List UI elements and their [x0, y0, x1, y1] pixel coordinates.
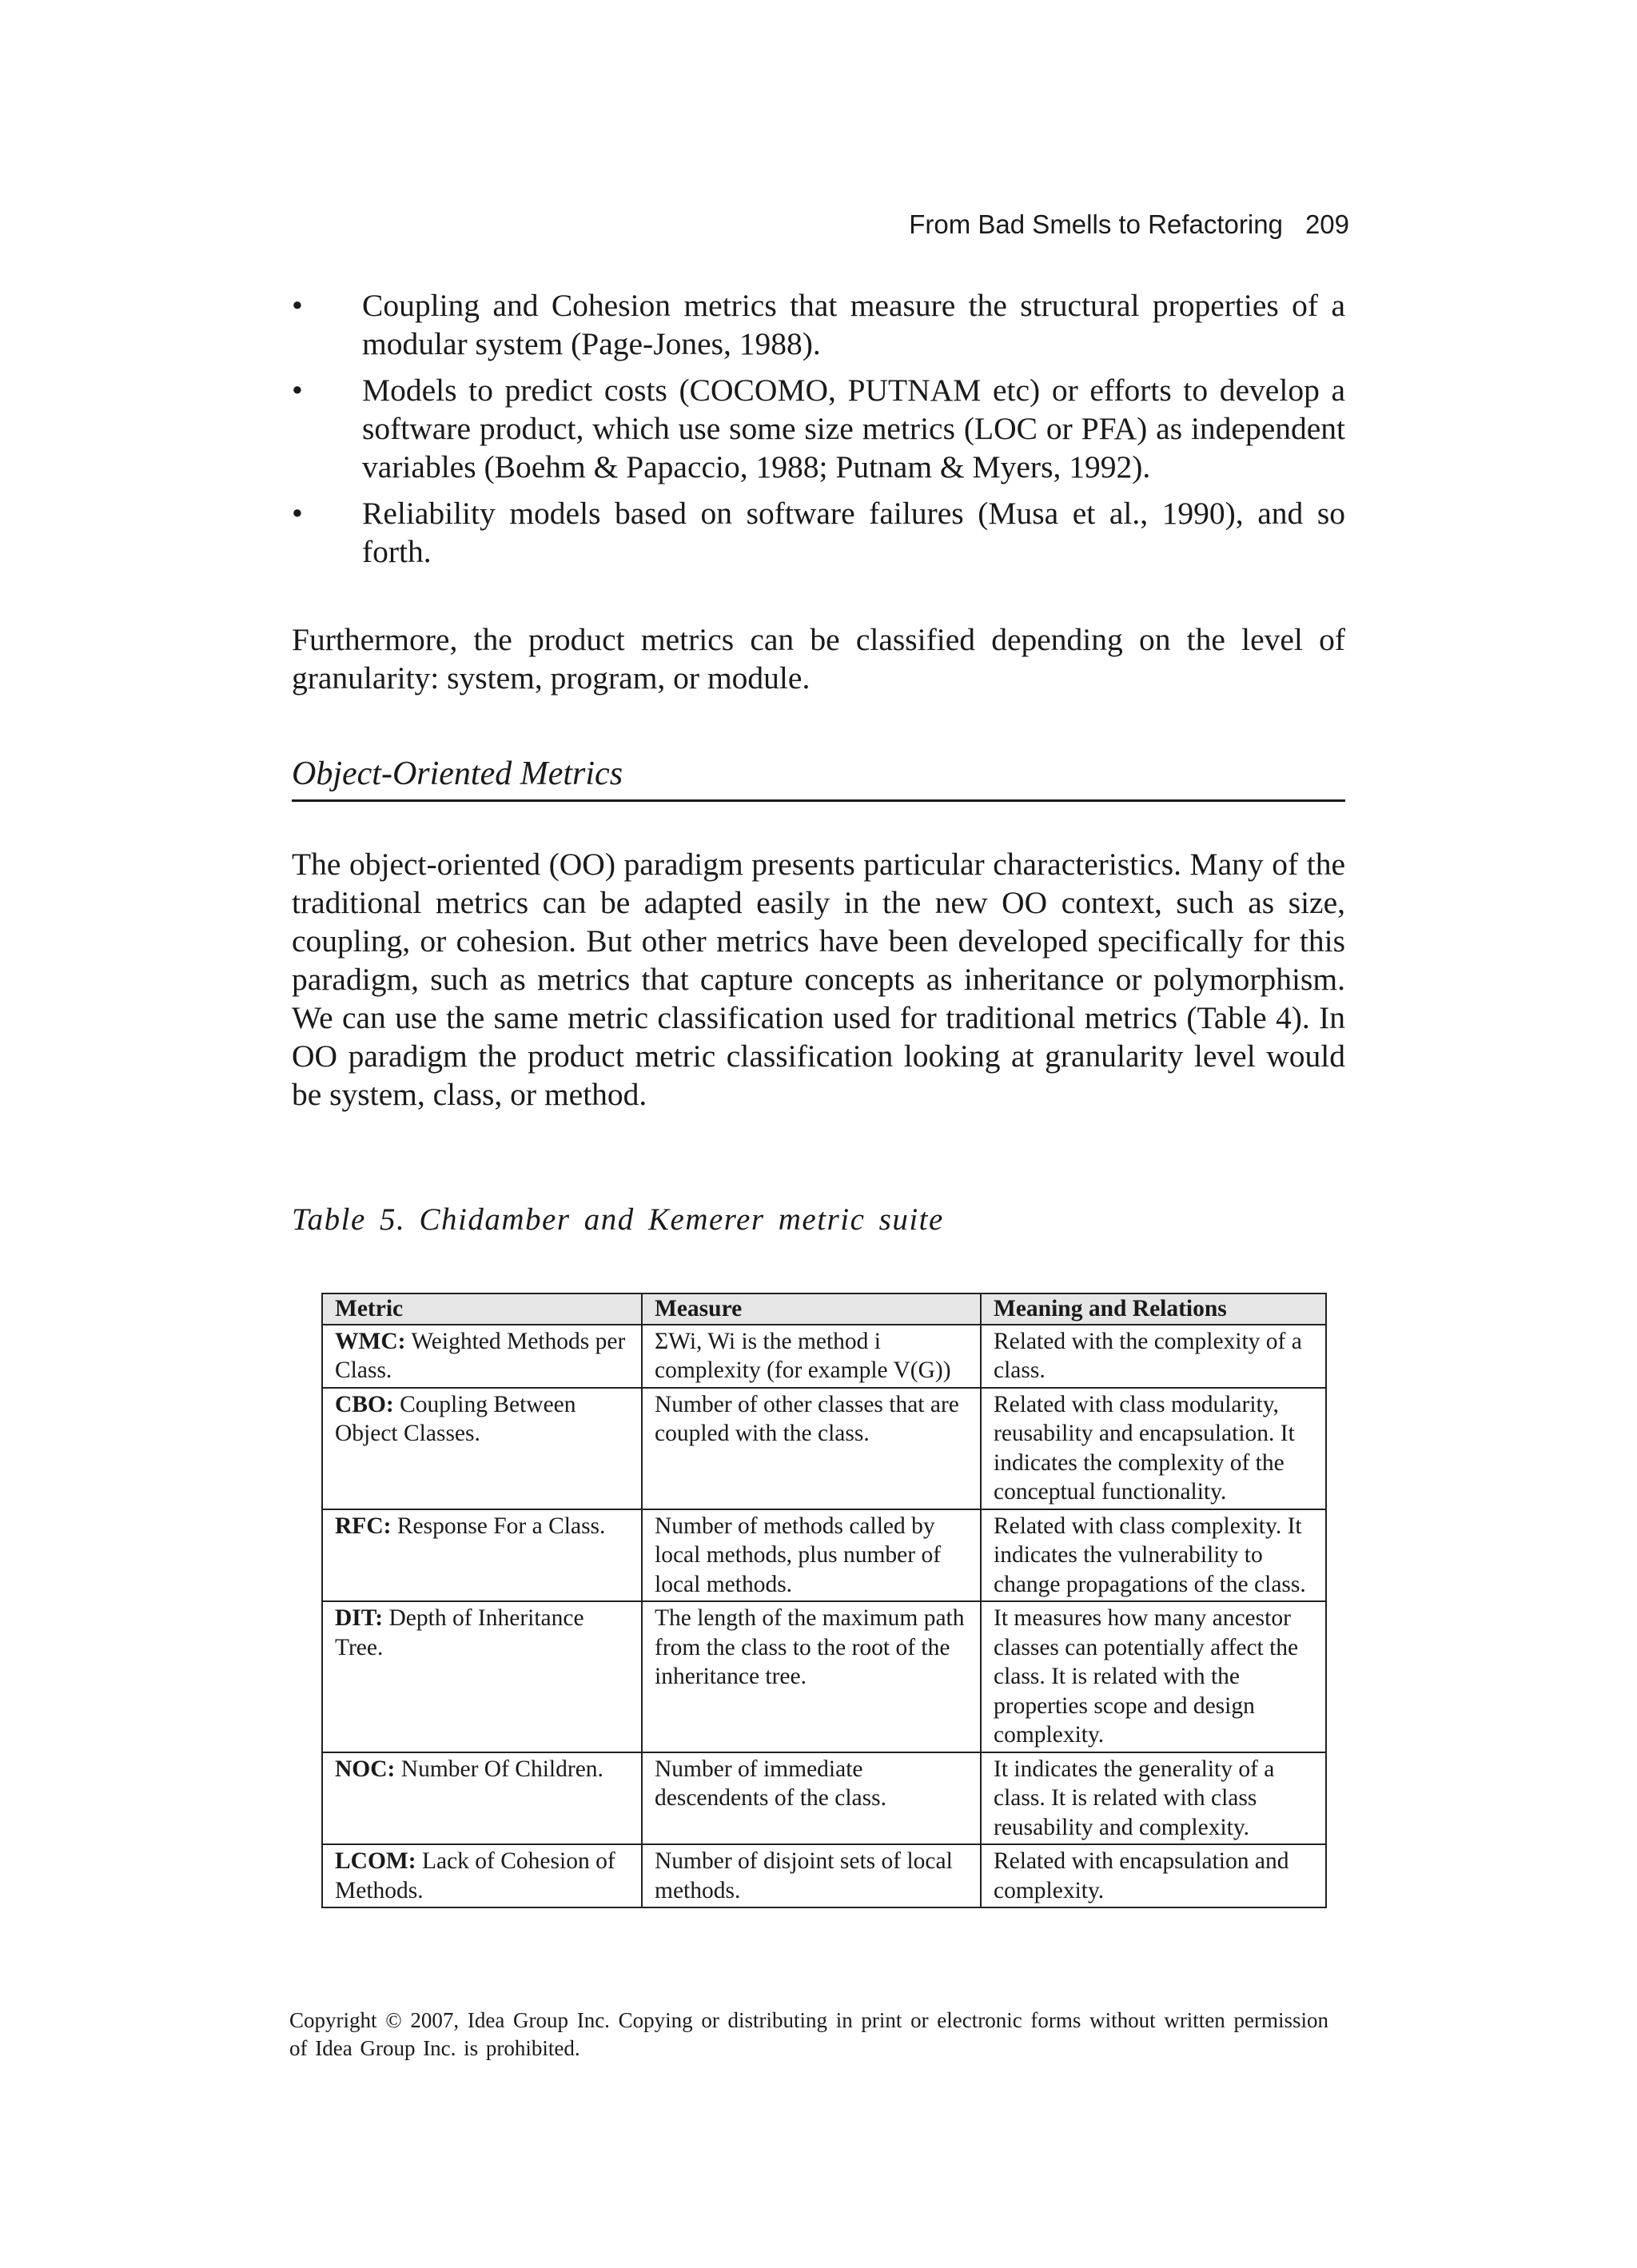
metric-cell: [322, 1325, 642, 1388]
metric-abbr: WMC:: [335, 1328, 406, 1354]
metric-cell: [322, 1752, 642, 1845]
header-metric: Metric: [322, 1293, 642, 1325]
metric-cell: [322, 1844, 642, 1907]
meaning-cell: Related with class modularity, reusability and encapsulation. It indicates the complexity of the conceptual functionality.: [981, 1388, 1326, 1509]
header-measure: Measure: [642, 1293, 981, 1325]
metric-cell: [322, 1509, 642, 1602]
measure-cell: Number of methods called by local methods, plus number of local methods.: [642, 1509, 981, 1602]
table-row: [322, 1509, 1326, 1602]
table-caption: Table 5. Chidamber and Kemerer metric suite: [292, 1202, 944, 1237]
metric-name: Lack of Cohesion of Methods.: [335, 1848, 615, 1903]
page-body: [292, 286, 1345, 1238]
running-head-title: From Bad Smells to Refactoring: [909, 209, 1283, 239]
metric-table: [321, 1293, 1327, 1908]
metric-name: Number Of Children.: [395, 1756, 603, 1782]
meaning-cell: Related with encapsulation and complexity.: [981, 1844, 1326, 1907]
bullet-text: Reliability models based on software failures (Musa et al., 1990), and so forth.: [362, 496, 1345, 569]
measure-cell: The length of the maximum path from the class to the root of the inheritance tree.: [642, 1601, 981, 1752]
metric-abbr: LCOM:: [335, 1848, 416, 1874]
bullet-marker: •: [292, 373, 303, 408]
metric-abbr: DIT:: [335, 1605, 384, 1631]
measure-cell: Number of disjoint sets of local methods.: [642, 1844, 981, 1907]
page-number: 209: [1304, 209, 1349, 239]
metric-cell: [322, 1601, 642, 1752]
metric-cell: [322, 1388, 642, 1509]
running-head: [909, 209, 1349, 240]
header-meaning: Meaning and Relations: [981, 1293, 1326, 1325]
measure-cell: Number of immediate descendents of the class.: [642, 1752, 981, 1845]
copyright-notice: Copyright © 2007, Idea Group Inc. Copying or distributing in print or electronic forms without written permission of Idea Group Inc. is prohibited.: [289, 2008, 1328, 2060]
meaning-cell: It measures how many ancestor classes can potentially affect the class. It is related with the properties scope and design complexity.: [981, 1601, 1326, 1752]
table-row: [322, 1601, 1326, 1752]
metric-name: Response For a Class.: [391, 1513, 606, 1539]
measure-cell: Number of other classes that are coupled with the class.: [642, 1388, 981, 1509]
section-heading: Object-Oriented Metrics: [292, 753, 1345, 802]
metric-name: Coupling Between Object Classes.: [335, 1391, 576, 1446]
metric-abbr: CBO:: [335, 1391, 394, 1417]
bullet-marker: •: [292, 288, 303, 323]
bullet-list: [292, 286, 1345, 571]
table-row: [322, 1388, 1326, 1509]
table-header-row: [322, 1293, 1326, 1325]
metric-name: Weighted Methods per Class.: [335, 1328, 626, 1383]
measure-cell: ΣWi, Wi is the method i complexity (for example V(G)): [642, 1325, 981, 1388]
meaning-cell: Related with the complexity of a class.: [981, 1325, 1326, 1388]
paragraph-granularity: Furthermore, the product metrics can be classified depending on the level of granularity: system, program, or module.: [292, 622, 1345, 696]
metric-abbr: NOC:: [335, 1756, 396, 1782]
bullet-marker: •: [292, 496, 303, 531]
meaning-cell: It indicates the generality of a class. It is related with class reusability and complexity.: [981, 1752, 1326, 1845]
meaning-cell: Related with class complexity. It indicates the vulnerability to change propagations of the class.: [981, 1509, 1326, 1602]
metric-name: Depth of Inheritance Tree.: [335, 1605, 584, 1660]
table-row: [322, 1752, 1326, 1845]
paragraph-oo-paradigm: The object-oriented (OO) paradigm presents particular characteristics. Many of the traditional metrics can be adapted easily in the new OO context, such as size, coupling, or cohesion. But other metrics have been developed specifically for this paradigm, such as metrics that capture concepts as inheritance or polymorphism. We can use the same metric classification used for traditional metrics (Table 4). In OO paradigm the product metric classification looking at granularity level would be system, class, or method.: [292, 847, 1345, 1112]
bullet-text: Coupling and Cohesion metrics that measure the structural properties of a modular system (Page-Jones, 1988).: [362, 288, 1345, 361]
table-row: [322, 1325, 1326, 1388]
bullet-text: Models to predict costs (COCOMO, PUTNAM etc) or efforts to develop a software product, which use some size metrics (LOC or PFA) as independent variables (Boehm & Papaccio, 1988; Putnam & Myers, 1992).: [362, 373, 1345, 484]
metric-abbr: RFC:: [335, 1513, 392, 1539]
bullet-item: [292, 286, 1345, 363]
bullet-item: [292, 494, 1345, 571]
bullet-item: [292, 371, 1345, 486]
table-row: [322, 1844, 1326, 1907]
